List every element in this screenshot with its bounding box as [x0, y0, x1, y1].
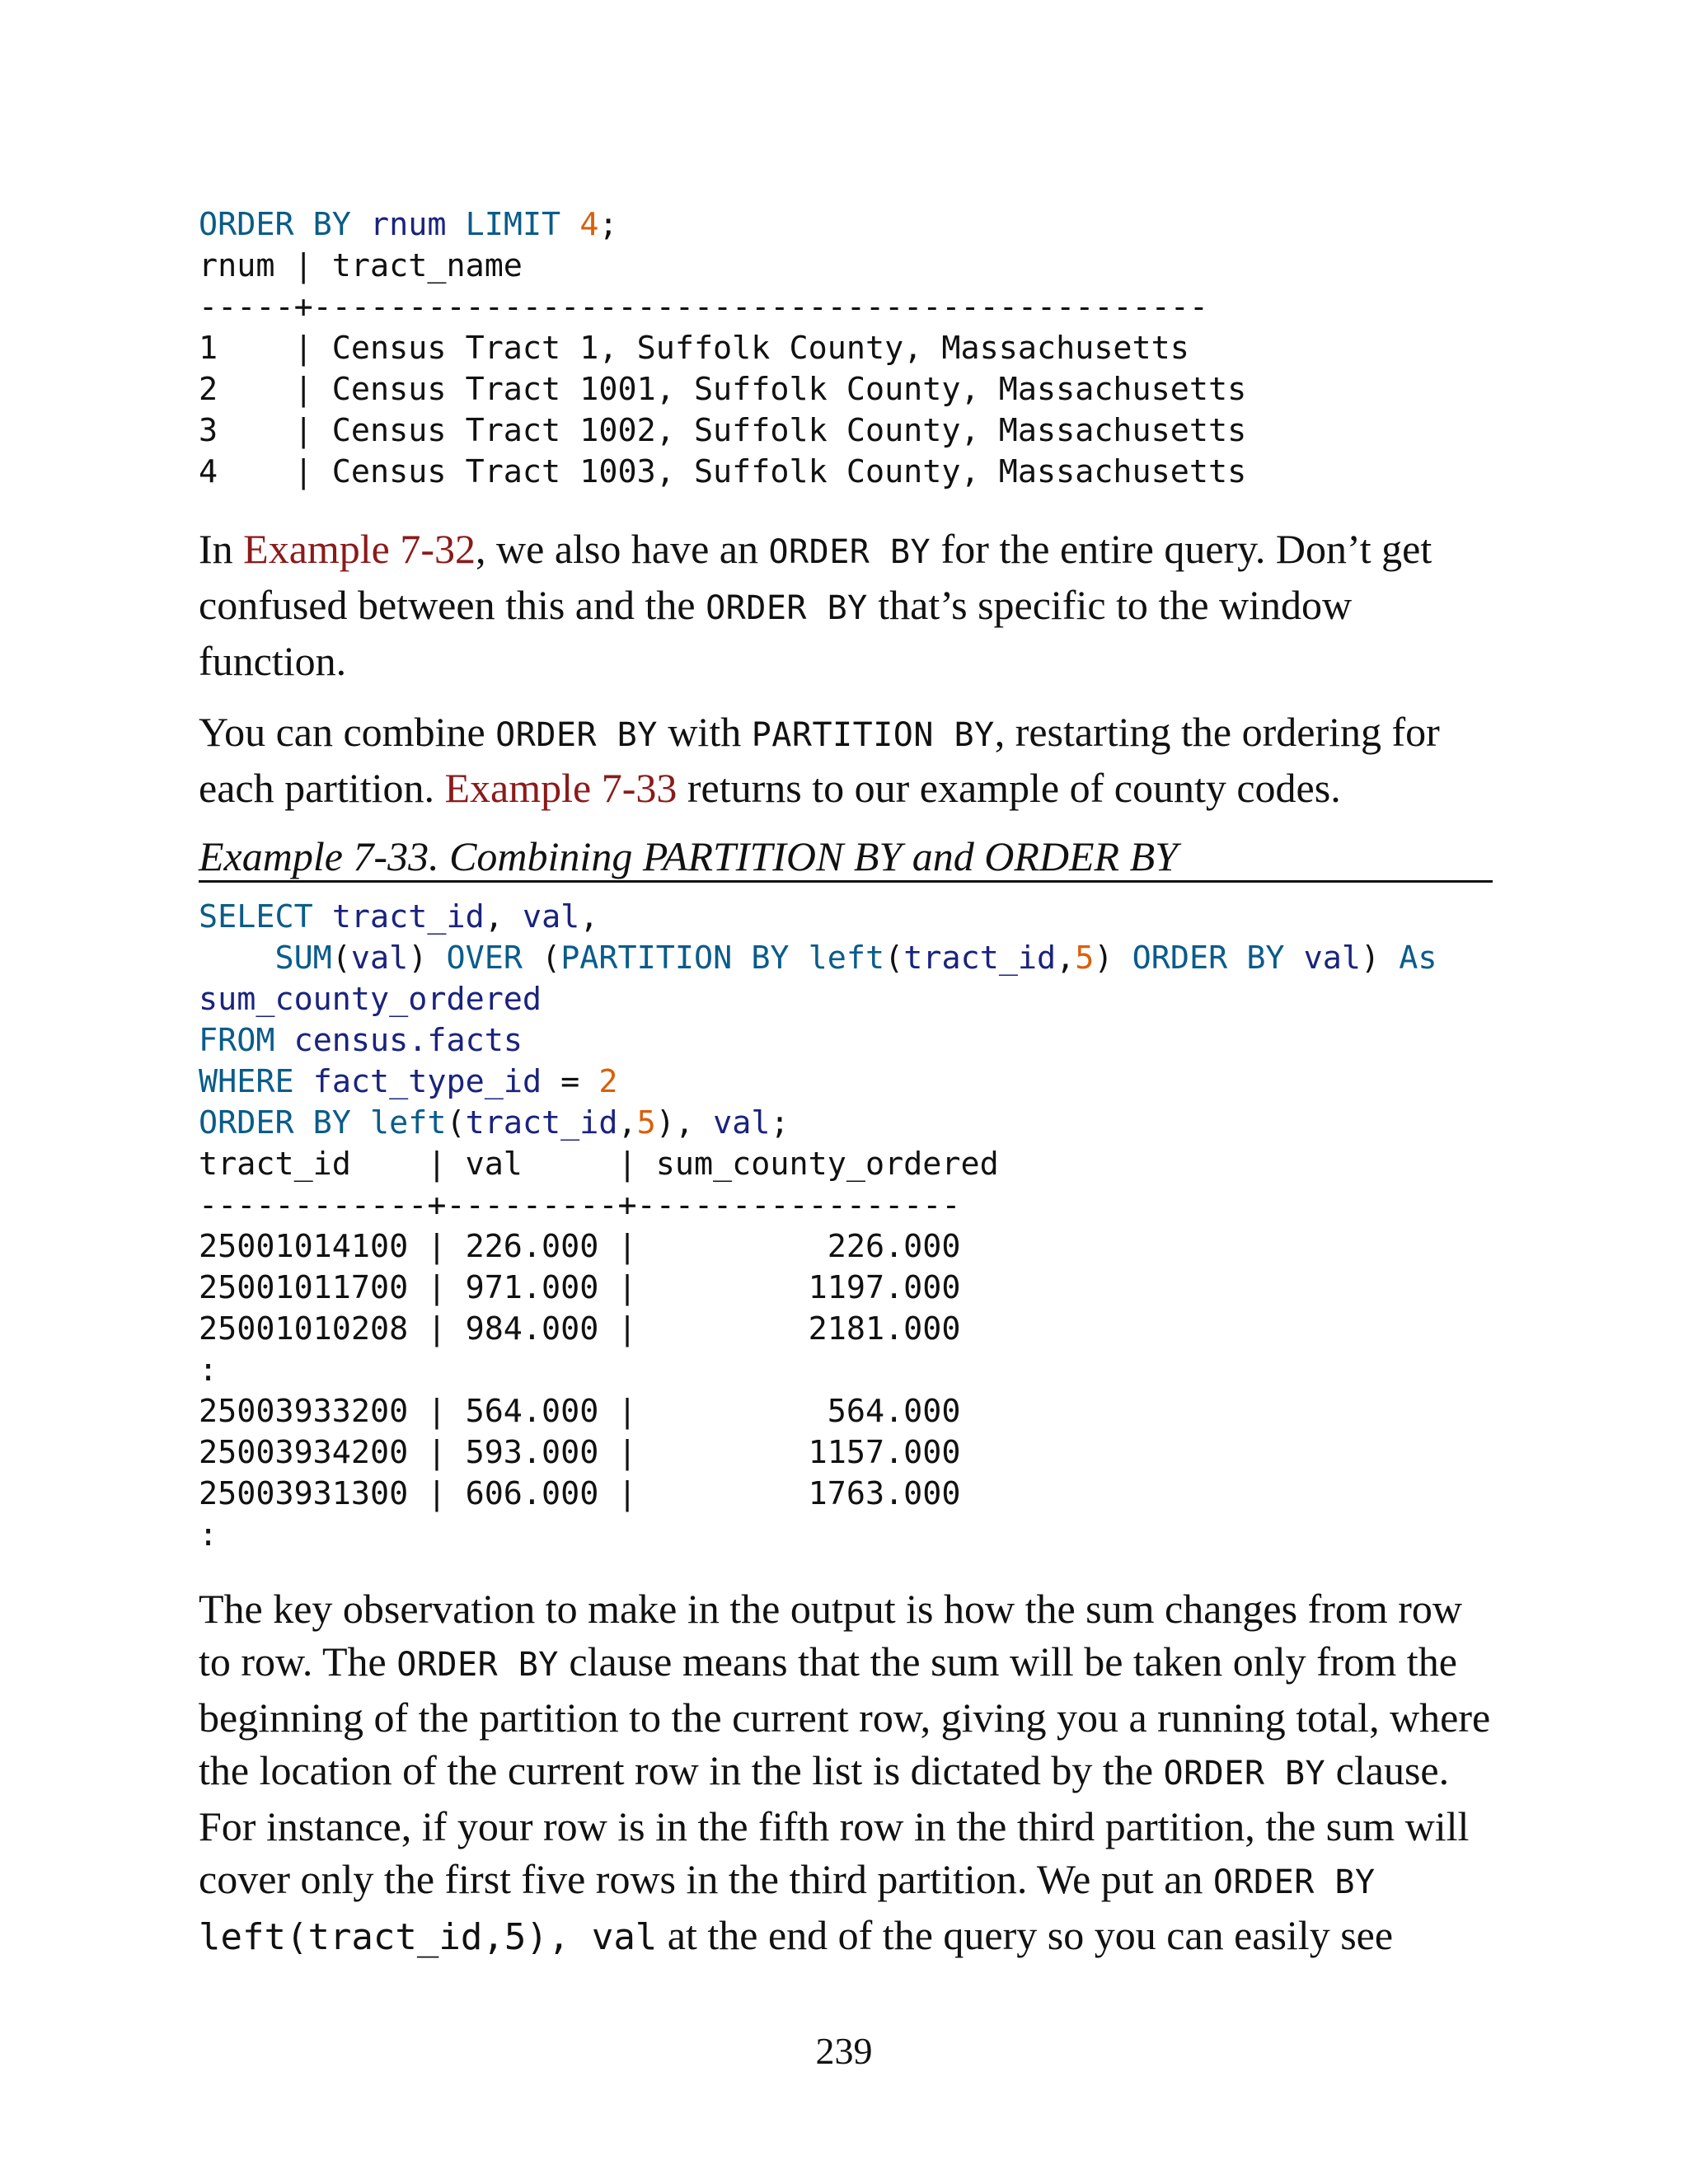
paragraph-combine-partition: You can combine ORDER BY with PARTITION BY, restarting the ordering for each partition. Example 7-33 returns to our example of county codes. — [199, 709, 1440, 811]
code-line-from: FROM census.facts — [199, 1022, 523, 1059]
code-line-where: WHERE fact_type_id = 2 — [199, 1063, 618, 1100]
result-table-running-sum: tract_id | val | sum_county_ordered ------------+---------+----------------- 25001014100 | 226.000 | 226.000 25001011700 | 971.000 | 1197.000 25001010208 | 984.000 | 2181.000 : 25003933200 | 564.000 | 564.000 25003934200 | 593.000 | 1157.000 25003931300 | 606.000 | 1763.000 : — [199, 1146, 999, 1554]
cross-reference-link[interactable]: Example 7-32 — [243, 526, 476, 572]
code-line-order-by-limit: ORDER BY rnum LIMIT 4; — [199, 206, 618, 243]
paragraph-order-by-note: In Example 7-32, we also have an ORDER BY for the entire query. Don’t get confused between this and the ORDER BY that’s specific to the window function. — [199, 526, 1432, 684]
code-line-select: SELECT tract_id, val, — [199, 898, 599, 935]
cross-reference-link[interactable]: Example 7-33 — [444, 765, 678, 811]
code-block-query-output — [199, 204, 1246, 493]
code-line-order-by: ORDER BY left(tract_id,5), val; — [199, 1104, 790, 1141]
code-line-sum-over: SUM(val) OVER (PARTITION BY left(tract_id,5) ORDER BY val) As — [274, 940, 1437, 977]
paragraph-key-observation: The key observation to make in the output is how the sum changes from row to row. The ORDER BY clause means that the sum will be taken only from the beginning of the partition to the current row, giving you a running total, where the location of the current row in the list is dictated by the ORDER BY clause. For instance, if your row is in the fifth row in the third partition, the sum will cover only the first five rows in the third partition. We put an ORDER BY left(tract_id,5), val at the end of the query so you can easily see — [199, 1586, 1491, 1958]
code-line-alias: sum_county_ordered — [199, 981, 542, 1018]
page-number: 239 — [815, 2030, 873, 2072]
result-table-tracts: rnum | tract_name -----+----------------------------------------------- 1 | Census Tract 1, Suffolk County, Massachusetts 2 | Census Tract 1001, Suffolk County, Massachusetts 3 | Census Tract 1002, Suffolk County, Massachusetts 4 | Census Tract 1003, Suffolk County, Massachusetts — [199, 247, 1247, 490]
example-caption: Example 7-33. Combining PARTITION BY and ORDER BY — [199, 832, 1493, 883]
code-block-example-7-33 — [199, 897, 1437, 1556]
